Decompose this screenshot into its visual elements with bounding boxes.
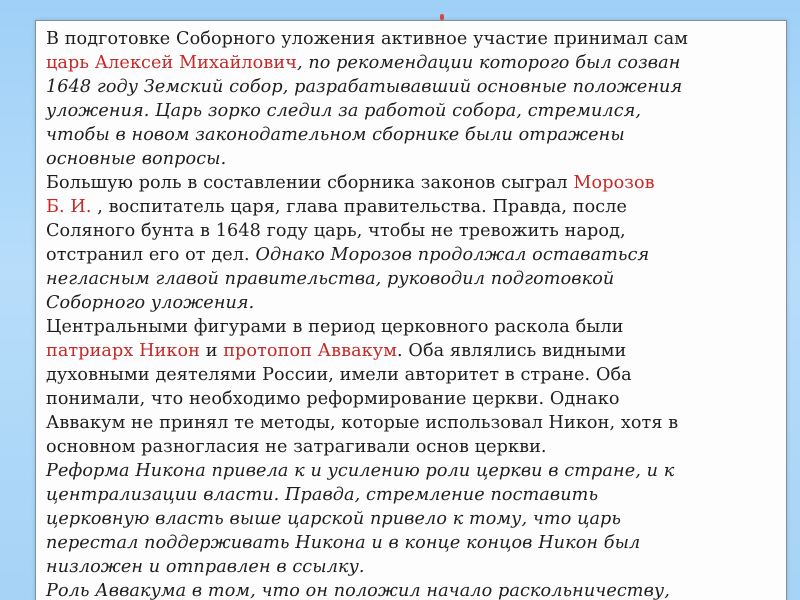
highlighted-name: Б. И. bbox=[46, 197, 92, 217]
text-line bbox=[46, 27, 780, 51]
text-line bbox=[46, 459, 780, 483]
text-run: , воспитатель царя, глава правительства. Правда, после bbox=[91, 197, 628, 217]
text-run: отстранил его от дел. bbox=[46, 245, 256, 265]
text-run: церковную власть выше царской привело к тому, что царь bbox=[46, 509, 622, 529]
text-run: перестал поддерживать Никона и в конце концов Никон был bbox=[46, 533, 641, 553]
text-run: Соляного бунта в 1648 году царь, чтобы не тревожить народ, bbox=[46, 221, 626, 241]
text-run: Соборного уложения. bbox=[46, 293, 255, 313]
text-run: духовными деятелями России, имели авторитет в стране. Оба bbox=[46, 365, 632, 385]
highlighted-name: Морозов bbox=[573, 173, 655, 193]
text-run: , по рекомендации которого был созван bbox=[296, 53, 681, 73]
text-line bbox=[46, 291, 780, 315]
text-run: Большую роль в составлении сборника законов сыграл bbox=[46, 173, 574, 193]
text-run: основном разногласия не затрагивали основ церкви. bbox=[46, 437, 547, 457]
text-line bbox=[46, 99, 780, 123]
text-card bbox=[35, 20, 787, 600]
text-run: Центральными фигурами в период церковного раскола были bbox=[46, 317, 624, 337]
highlighted-name: патриарх Никон bbox=[46, 341, 200, 361]
text-line bbox=[46, 75, 780, 99]
text-run: Реформа Никона привела к и усилению роли церкви в стране, и к bbox=[46, 461, 675, 481]
text-run: . Оба являлись видными bbox=[397, 341, 627, 361]
text-run: низложен и отправлен в ссылку. bbox=[46, 557, 365, 577]
text-line bbox=[46, 363, 780, 387]
text-run: Однако Морозов продолжал оставаться bbox=[255, 245, 650, 265]
text-run: понимали, что необходимо реформирование церкви. Однако bbox=[46, 389, 620, 409]
text-line bbox=[46, 219, 780, 243]
text-run: основные вопросы. bbox=[46, 149, 227, 169]
text-line bbox=[46, 171, 780, 195]
text-line bbox=[46, 123, 780, 147]
text-run: В подготовке Соборного уложения активное участие принимал сам bbox=[46, 29, 689, 49]
text-run: Аввакум не принял те методы, которые использовал Никон, хотя в bbox=[46, 413, 679, 433]
text-line bbox=[46, 507, 780, 531]
text-run: централизации власти. Правда, стремление поставить bbox=[46, 485, 599, 505]
highlighted-name: царь Алексей Михайлович bbox=[46, 53, 297, 73]
text-body bbox=[46, 27, 780, 600]
text-line bbox=[46, 531, 780, 555]
text-line bbox=[46, 243, 780, 267]
text-line bbox=[46, 411, 780, 435]
text-line bbox=[46, 315, 780, 339]
text-line bbox=[46, 483, 780, 507]
text-line bbox=[46, 579, 780, 600]
text-run: Роль Аввакума в том, что он положил начало раскольничеству, bbox=[46, 581, 670, 600]
text-line bbox=[46, 387, 780, 411]
text-line bbox=[46, 339, 780, 363]
text-run: 1648 году Земский собор, разрабатывавший основные положения bbox=[46, 77, 683, 97]
text-line bbox=[46, 267, 780, 291]
highlighted-name: протопоп Аввакум bbox=[223, 341, 398, 361]
text-run: негласным главой правительства, руководил подготовкой bbox=[46, 269, 615, 289]
text-run: чтобы в новом законодательном сборнике были отражены bbox=[46, 125, 625, 145]
text-line bbox=[46, 195, 780, 219]
text-run: уложения. Царь зорко следил за работой собора, стремился, bbox=[46, 101, 642, 121]
text-line bbox=[46, 51, 780, 75]
text-line bbox=[46, 147, 780, 171]
text-line bbox=[46, 555, 780, 579]
text-line bbox=[46, 435, 780, 459]
text-run: и bbox=[200, 341, 224, 361]
